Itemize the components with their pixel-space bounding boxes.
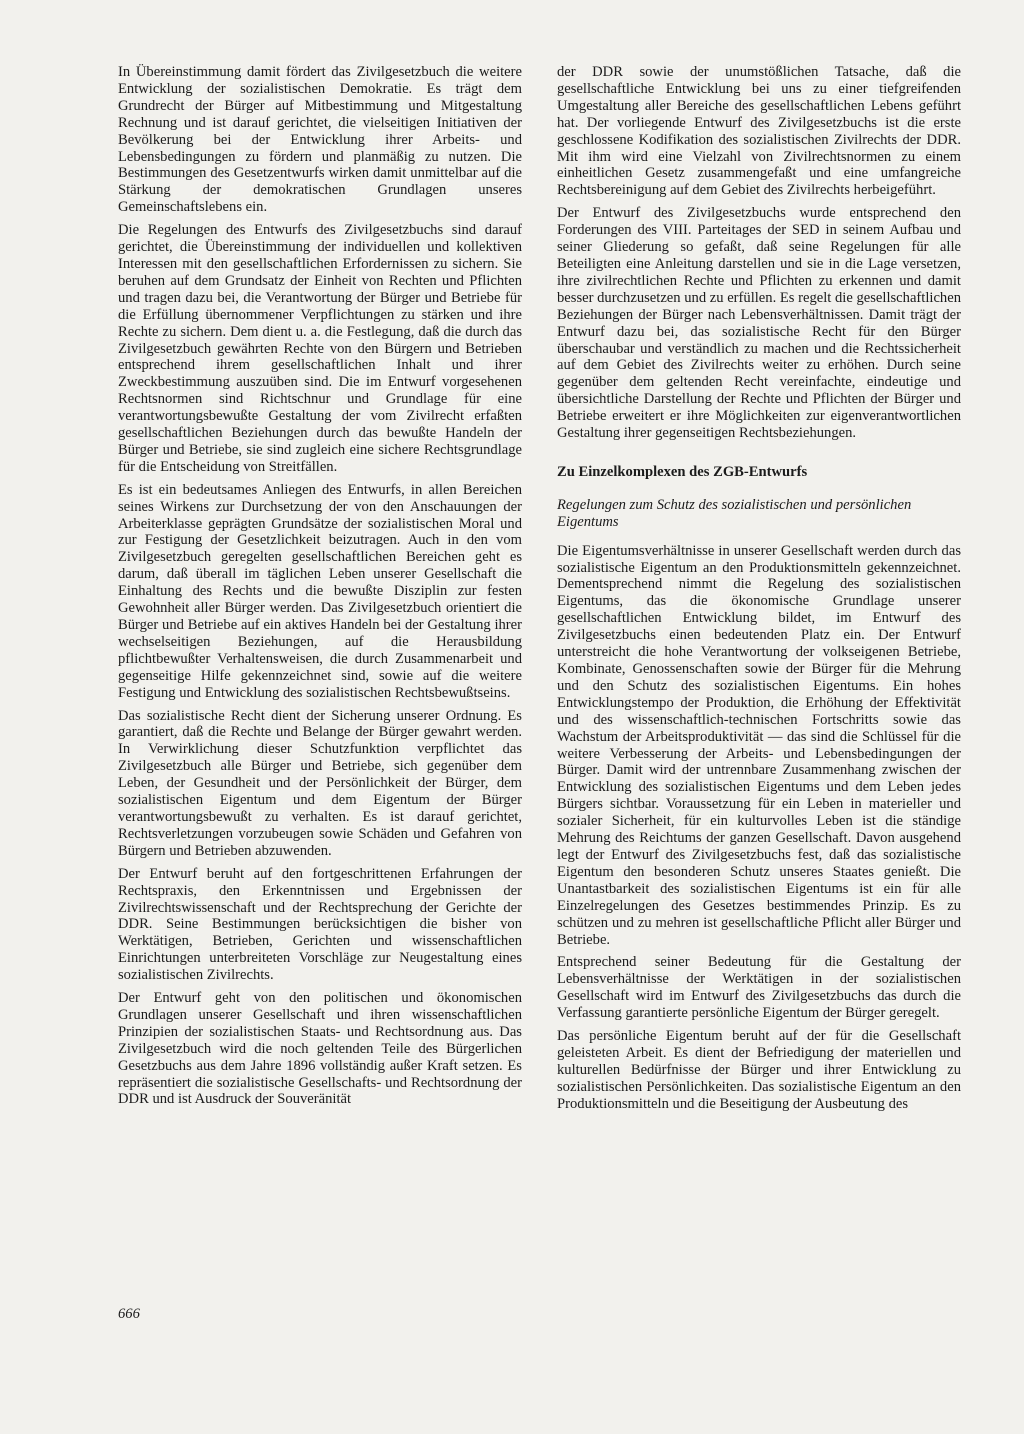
page-number: 666 (118, 1306, 140, 1322)
paragraph: Die Eigentumsverhältnisse in unserer Gesellschaft werden durch das sozialistische Eigentum an den Produktionsmitteln gekennzeichnet. Dementsprechend nimmt die Regelung des sozialistischen Eigentums, das die ökonomische Grundlage unserer gesellschaftlichen Entwicklung bildet, im Entwurf des Zivilgesetzbuchs einen bedeutenden Platz ein. Der Entwurf unterstreicht die hohe Verantwortung der volkseigenen Betriebe, Kombinate, Genossenschaften sowie der Bürger für die Mehrung und den Schutz des sozialistischen Eigentums. Ein hohes Entwicklungstempo der Produktion, die Erhöhung der Effektivität und des wissenschaftlich-technischen Fortschritts sowie das Wachstum der Arbeitsproduktivität — das sind die Schlüssel für die weitere Verbesserung der Arbeits- und Lebensbedingungen der Bürger. Damit wird der untrennbare Zusammenhang zwischen der Entwicklung des sozialistischen Eigentums und dem Leben jedes Bürgers sichtbar. Voraussetzung für ein Leben in materieller und sozialer Sicherheit, für ein kulturvolles Leben ist die ständige Mehrung des Reichtums der ganzen Gesellschaft. Davon ausgehend legt der Entwurf des Zivilgesetzbuchs fest, daß das sozialistische Eigentum den besonderen Schutz unseres Staates genießt. Die Unantastbarkeit des sozialistischen Eigentums ist ein für alle Einzelregelungen des Gesetzes bestimmendes Prinzip. Es zu schützen und zu mehren ist gesellschaftliche Pflicht aller Bürger und Betriebe. (557, 542, 961, 948)
paragraph: Der Entwurf des Zivilgesetzbuchs wurde entsprechend den Forderungen des VIII. Parteitages der SED in seinem Aufbau und seiner Gliederung so gefaßt, daß seine Regelungen für alle Beteiligten eine Anleitung darstellen und sie in die Lage versetzen, ihre zivilrechtlichen Rechte und Pflichten zu erkennen und damit besser durchzusetzen und zu erfüllen. Es regelt die gesellschaftlichen Beziehungen der Bürger nach Lebensverhältnissen. Damit trägt der Entwurf dazu bei, das sozialistische Recht für den Bürger überschaubar und verständlich zu machen und die Rechtssicherheit auf dem Gebiet des Zivilrechts weiter zu erhöhen. Durch seine gegenüber dem geltenden Recht vereinfachte, eindeutige und übersichtliche Darstellung der Rechte und Pflichten der Bürger und Betriebe erweitert er ihre Möglichkeiten zur eigenverantwortlichen Gestaltung ihrer gegenseitigen Rechtsbeziehungen. (557, 205, 962, 442)
paragraph: Der Entwurf geht von den politischen und ökonomischen Grundlagen unserer Gesellschaft und ihren wissenschaftlichen Prinzipien der sozialistischen Staats- und Rechtsordnung aus. Das Zivilgesetzbuch wird die noch geltenden Teile des Bürgerlichen Gesetzbuchs aus dem Jahre 1896 vollständig außer Kraft setzen. Es repräsentiert die sozialistische Gesellschafts- und Rechtsordnung der DDR und ist Ausdruck der Souveränität (118, 990, 522, 1108)
paragraph: Das sozialistische Recht dient der Sicherung unserer Ordnung. Es garantiert, daß die Rechte und Belange der Bürger gewahrt werden. In Verwirklichung dieser Schutzfunktion verpflichtet das Zivilgesetzbuch alle Bürger und Betriebe, sich gegenüber dem Leben, der Gesundheit und der Persönlichkeit der Bürger, dem sozialistischen Eigentum und dem Eigentum der Bürger verantwortungsbewußt zu verhalten. Es ist darauf gerichtet, Rechtsverletzungen vorzubeugen sowie Schäden und Gefahren von Bürgern und Betrieben abzuwenden. (118, 707, 522, 859)
paragraph: Entsprechend seiner Bedeutung für die Gestaltung der Lebensverhältnisse der Werktätigen in der sozialistischen Gesellschaft wird im Entwurf des Zivilgesetzbuchs das durch die Verfassung garantierte persönliche Eigentum der Bürger geregelt. (557, 954, 961, 1022)
paragraph: der DDR sowie der unumstößlichen Tatsache, daß die gesellschaftliche Entwicklung bei uns zu einer tiefgreifenden Umgestaltung aller Bereiche des gesellschaftlichen Lebens geführt hat. Der vorliegende Entwurf des Zivilgesetzbuchs ist die erste geschlossene Kodifikation des sozialistischen Zivilrechts der DDR. Mit ihm wird eine Vielzahl von Zivilrechtsnormen zu einem einheitlichen Gesetz zusammengefaßt und eine umfangreiche Rechtsbereinigung auf dem Gebiet des Zivilrechts herbeigeführt. (557, 64, 961, 199)
paragraph: Es ist ein bedeutsames Anliegen des Entwurfs, in allen Bereichen seines Wirkens zur Durchsetzung der von den Anschauungen der Arbeiterklasse geprägten Grundsätze der sozialistischen Moral und zur Festigung der Gesetzlichkeit beizutragen. Auch in den vom Zivilgesetzbuch geregelten gesellschaftlichen Bereichen geht es darum, daß überall im täglichen Leben unserer Gesellschaft die Einhaltung des Rechts und die bewußte Disziplin zur festen Gewohnheit aller Bürger werden. Das Zivilgesetzbuch orientiert die Bürger und Betriebe auf ein aktives Handeln bei der Gestaltung ihrer wechselseitigen Beziehungen, auf die Herausbildung pflichtbewußter Verhaltensweisen, die durch Zusammenarbeit und gegenseitige Hilfe gekennzeichnet sind, sowie auf die weitere Festigung und Entwicklung des sozialistischen Rechtsbewußtseins. (118, 481, 522, 701)
paragraph: Die Regelungen des Entwurfs des Zivilgesetzbuchs sind darauf gerichtet, die Übereinstimmung der individuellen und kollektiven Interessen mit den gesellschaftlichen Erfordernissen zu sichern. Sie beruhen auf dem Grundsatz der Einheit von Rechten und Pflichten und tragen dazu bei, die Verantwortung der Bürger und Betriebe für die Erfüllung übernommener Verpflichtungen zu stärken und ihre Rechte zu sichern. Dem dient u. a. die Festlegung, daß die durch das Zivilgesetzbuch gewährten Rechte von den Bürgern und Betrieben entsprechend ihrem gesellschaftlichen Inhalt und ihrer Zweckbestimmung auszuüben sind. Die im Entwurf vorgesehenen Rechtsnormen sind Richtschnur und Grundlage für eine verantwortungsbewußte Gestaltung der vom Zivilrecht erfaßten gesellschaftlichen Beziehungen durch das bewußte Handeln der Bürger und Betriebe, sie sind zugleich eine sichere Rechtsgrundlage für die Entscheidung von Streitfällen. (118, 222, 522, 475)
paragraph: In Übereinstimmung damit fördert das Zivilgesetzbuch die weitere Entwicklung der sozialistischen Demokratie. Es trägt dem Grundrecht der Bürger auf Mitbestimmung und Mitgestaltung Rechnung und ist darauf gerichtet, die vielseitigen Initiativen der Bevölkerung bei der Entwicklung ihrer Arbeits- und Lebensbedingungen zu fördern und planmäßig zu nutzen. Die Bestimmungen des Gesetzentwurfs wirken damit unmittelbar auf die Stärkung der demokratischen Grundlagen unseres Gemeinschaftslebens ein. (118, 64, 522, 216)
paragraph: Das persönliche Eigentum beruht auf der für die Gesellschaft geleisteten Arbeit. Es dient der Befriedigung der materiellen und kulturellen Bedürfnisse der Bürger und ihrer Entwicklung zu sozialistischen Persönlichkeiten. Das sozialistische Eigentum an den Produktionsmitteln und die Beseitigung der Ausbeutung des (557, 1028, 961, 1112)
left-column (118, 64, 522, 1114)
section-heading: Zu Einzelkomplexen des ZGB-Entwurfs (557, 463, 808, 480)
paragraph: Der Entwurf beruht auf den fortgeschrittenen Erfahrungen der Rechtspraxis, den Erkenntnissen und Ergebnissen der Zivilrechtswissenschaft und der Rechtsprechung der Gerichte der DDR. Seine Bestimmungen berücksichtigen die bisher von Werktätigen, Betrieben, Gerichten und wissenschaftlichen Einrichtungen unterbreiteten Vorschläge zur Neugestaltung eines sozialistischen Zivilrechts. (118, 865, 522, 984)
section-subheading: Regelungen zum Schutz des sozialistischen und persönlichen Eigentums (557, 496, 912, 530)
right-column (557, 64, 961, 1119)
